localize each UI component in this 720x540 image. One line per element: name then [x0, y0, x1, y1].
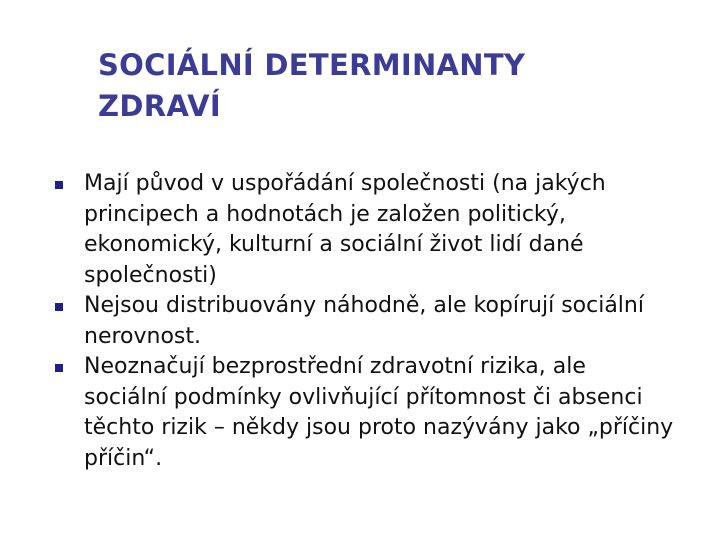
- square-bullet-icon: [55, 303, 63, 311]
- slide-title: SOCIÁLNÍ DETERMINANTY ZDRAVÍ: [98, 48, 526, 123]
- square-bullet-icon: [55, 364, 63, 372]
- bullet-item: [55, 291, 675, 352]
- bullet-list: [55, 169, 675, 474]
- square-bullet-icon: [55, 181, 63, 189]
- bullet-item: [55, 352, 675, 474]
- bullet-text: Mají původ v uspořádání společnosti (na jakých principech a hodnotách je založen politický, ekonomický, kulturní a sociální život lidí dané společnosti): [84, 171, 606, 288]
- bullet-item: [55, 169, 675, 291]
- bullet-text: Neoznačují bezprostřední zdravotní rizika, ale sociální podmínky ovlivňující přítomnost či absenci těchto rizik – někdy jsou proto nazývány jako „příčiny příčin“.: [84, 354, 674, 471]
- bullet-text: Nejsou distribuovány náhodně, ale kopírují sociální nerovnost.: [84, 293, 644, 349]
